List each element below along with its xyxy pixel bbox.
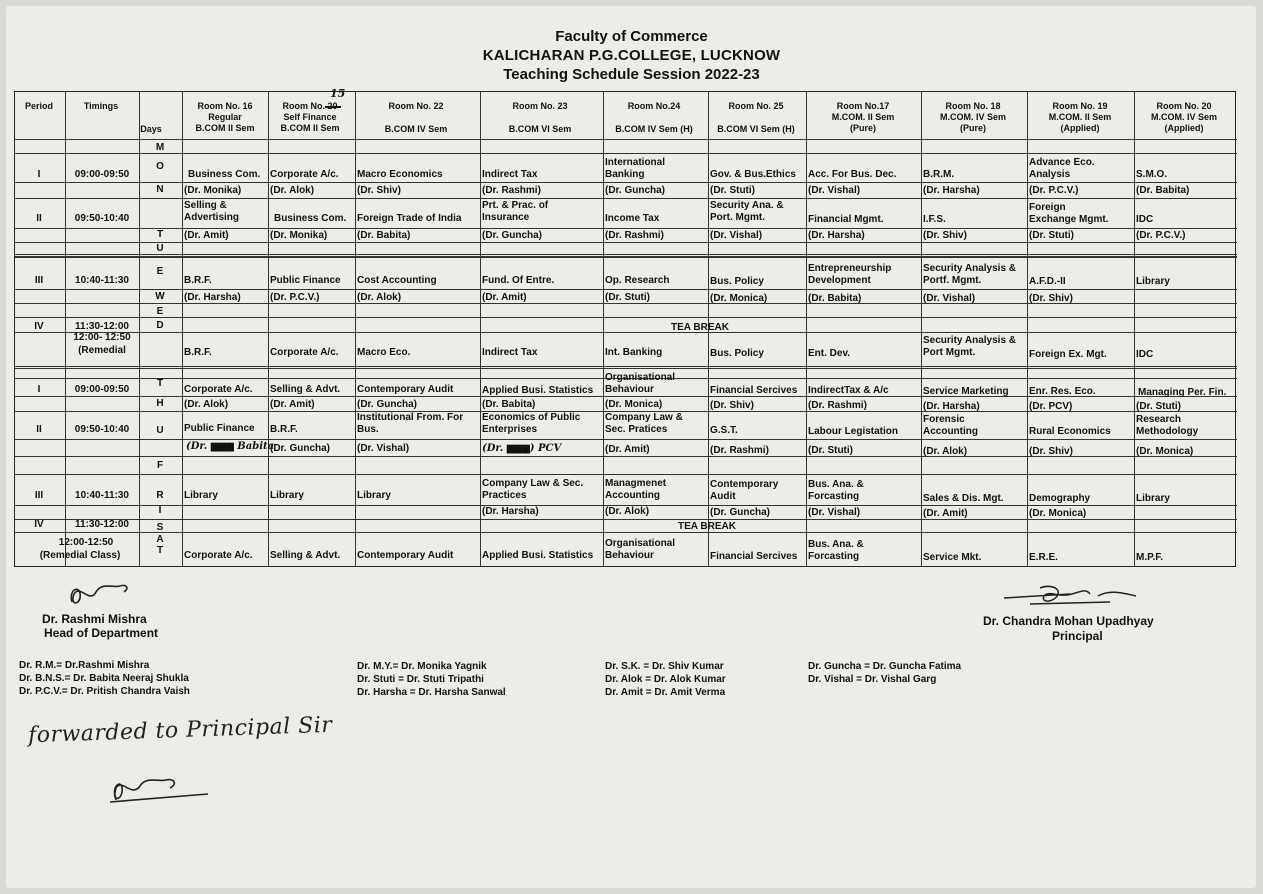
column-rule: [355, 92, 356, 566]
table-cell: (Dr. Monica): [1136, 446, 1194, 457]
table-cell: Organisational: [605, 538, 676, 549]
table-cell: (Dr. Amit): [605, 444, 650, 455]
row-rule: [15, 317, 1237, 318]
column-header: Room No. 20: [282, 101, 338, 111]
table-cell: Research: [1136, 414, 1182, 425]
table-cell: Insurance: [482, 212, 530, 223]
section-rule: [15, 254, 1237, 257]
table-cell: (Dr. Vishal): [808, 507, 861, 518]
table-cell: Int. Banking: [605, 347, 663, 358]
table-cell: 11:30-12:00: [75, 519, 129, 530]
table-cell: (Remedial Class): [39, 550, 121, 561]
table-cell: Selling &: [184, 200, 227, 211]
principal-name: Dr. Chandra Mohan Upadhyay: [983, 614, 1154, 628]
column-rule: [480, 92, 481, 566]
table-cell: Accounting: [605, 490, 660, 501]
table-cell: (Dr. Harsha): [808, 230, 865, 241]
abbreviation-item: Dr. Harsha = Dr. Harsha Sanwal: [357, 687, 506, 698]
column-header: B.COM IV Sem (H): [615, 124, 693, 134]
table-cell: R: [156, 490, 164, 501]
handwritten-note: forwarded to Principal Sir: [27, 712, 333, 749]
table-cell: Financial Sercives: [710, 385, 798, 396]
table-cell: Methodology: [1136, 426, 1199, 437]
table-cell: F: [156, 460, 164, 471]
table-cell: E: [156, 306, 164, 317]
table-cell: Forcasting: [808, 551, 860, 562]
table-cell: Company Law & Sec.: [482, 478, 584, 489]
forward-signature: [100, 766, 220, 816]
table-cell: Indirect Tax: [482, 169, 538, 180]
table-cell: (Dr. Guncha): [710, 507, 771, 518]
session-heading: Teaching Schedule Session 2022-23: [503, 66, 760, 83]
column-header: (Pure): [849, 123, 877, 133]
table-cell: Foreign: [1029, 202, 1066, 213]
column-header: B.COM II Sem: [195, 123, 255, 133]
table-cell: 09:00-09:50: [74, 384, 130, 395]
table-cell: (Dr. P.C.V.): [1136, 230, 1186, 241]
column-header: M.COM. IV Sem: [939, 112, 1007, 122]
faculty-heading: Faculty of Commerce: [555, 28, 708, 45]
column-header: B.COM IV Sem: [384, 124, 448, 134]
table-cell: 11:30-12:00: [75, 321, 129, 332]
table-cell: Portf. Mgmt.: [923, 275, 982, 286]
table-cell: IDC: [1136, 349, 1154, 360]
table-cell: (Dr. Shiv): [1029, 446, 1073, 457]
column-header: Room No.24: [627, 101, 681, 111]
table-cell: Analysis: [1029, 169, 1071, 180]
table-cell: Public Finance: [270, 275, 341, 286]
table-cell: (Dr. Amit): [923, 508, 968, 519]
table-cell: (Dr. Shiv): [357, 185, 401, 196]
table-cell: Behaviour: [605, 550, 654, 561]
handwritten-cell: (Dr. ▆▆▆) PCV: [482, 443, 562, 454]
table-cell: Income Tax: [605, 213, 660, 224]
table-cell: (Dr. Rashmi): [710, 445, 769, 456]
abbreviation-item: Dr. Guncha = Dr. Guncha Fatima: [808, 661, 962, 672]
table-cell: Behaviour: [605, 384, 654, 395]
row-rule: [15, 242, 1237, 243]
table-cell: Prt. & Prac. of: [482, 200, 549, 211]
table-cell: (Dr. Shiv): [1029, 293, 1073, 304]
table-cell: Bus. Ana. &: [808, 539, 864, 550]
table-cell: Banking: [605, 169, 645, 180]
column-rule: [806, 92, 807, 566]
table-cell: Gov. & Bus.Ethics: [710, 169, 796, 180]
table-cell: (Dr. PCV): [1029, 401, 1073, 412]
abbreviation-item: Dr. Amit = Dr. Amit Verma: [605, 687, 726, 698]
table-cell: II: [36, 424, 42, 435]
table-cell: W: [155, 291, 165, 302]
table-cell: (Dr. Monika): [270, 230, 328, 241]
table-cell: (Remedial: [78, 345, 126, 356]
table-cell: (Dr. Amit): [270, 399, 315, 410]
table-cell: (Dr. Alok): [357, 292, 402, 303]
table-cell: T: [156, 229, 164, 240]
table-cell: (Dr. Babita): [357, 230, 411, 241]
table-cell: Applied Busi. Statistics: [482, 385, 594, 396]
table-cell: Entrepreneurship: [808, 263, 892, 274]
table-cell: Business Com.: [274, 213, 347, 224]
room-strike: [325, 106, 341, 108]
column-header: M.COM. IV Sem: [1150, 112, 1218, 122]
table-cell: O: [156, 161, 164, 172]
table-cell: A: [156, 534, 164, 545]
table-cell: B.R.F.: [270, 424, 298, 435]
handwritten-cell: (Dr. ▆▆▆ Babita: [186, 441, 275, 452]
table-cell: D: [156, 320, 164, 331]
table-cell: (Dr. Amit): [482, 292, 527, 303]
table-cell: Library: [270, 490, 304, 501]
table-cell: Exchange Mgmt.: [1029, 214, 1109, 225]
table-cell: Bus. Ana. &: [808, 479, 864, 490]
row-rule: [15, 519, 1237, 520]
table-cell: TEA BREAK: [671, 322, 729, 333]
table-cell: Managmenet: [605, 478, 667, 489]
table-cell: Contemporary Audit: [357, 550, 454, 561]
table-cell: Foreign Ex. Mgt.: [1029, 349, 1107, 360]
table-cell: A.F.D.-II: [1029, 276, 1066, 287]
table-cell: Public Finance: [184, 423, 255, 434]
table-cell: B.R.M.: [923, 169, 955, 180]
table-cell: (Dr. Monica): [605, 399, 663, 410]
abbreviation-item: Dr. B.N.S.= Dr. Babita Neeraj Shukla: [19, 673, 189, 684]
column-header: Room No. 23: [512, 101, 568, 111]
table-cell: B.R.F.: [184, 347, 212, 358]
table-cell: (Dr. Guncha): [605, 185, 666, 196]
table-cell: I: [158, 505, 162, 516]
row-rule: [15, 332, 1237, 333]
table-cell: (Dr. Rashmi): [808, 400, 867, 411]
table-cell: B.R.F.: [184, 275, 212, 286]
table-cell: Library: [184, 490, 218, 501]
table-cell: (Dr. Monika): [184, 185, 242, 196]
column-rule: [268, 92, 269, 566]
table-cell: (Dr. Harsha): [184, 292, 241, 303]
column-header: Room No. 18: [945, 101, 1001, 111]
table-cell: Financial Mgmt.: [808, 214, 884, 225]
table-cell: I: [37, 169, 41, 180]
table-cell: Contemporary Audit: [357, 384, 454, 395]
table-cell: 10:40-11:30: [75, 490, 129, 501]
row-rule: [15, 532, 1237, 533]
row-rule: [15, 182, 1237, 183]
row-rule: [15, 153, 1237, 154]
table-cell: (Dr. Stuti): [710, 185, 755, 196]
table-cell: (Dr. Alok): [184, 399, 229, 410]
table-cell: Corporate A/c.: [270, 347, 339, 358]
table-cell: E.R.E.: [1029, 552, 1058, 563]
table-cell: Indirect Tax: [482, 347, 538, 358]
table-cell: Ent. Dev.: [808, 348, 851, 359]
column-rule: [603, 92, 604, 566]
column-header: Regular: [208, 112, 242, 122]
table-cell: (Dr. P.C.V.): [1029, 185, 1079, 196]
table-cell: International: [605, 157, 666, 168]
table-cell: 09:50-10:40: [74, 213, 130, 224]
table-cell: H: [156, 398, 164, 409]
column-header: (Applied): [1060, 123, 1100, 133]
table-cell: N: [156, 184, 164, 195]
table-cell: Security Analysis &: [923, 335, 1017, 346]
table-cell: Accounting: [923, 426, 978, 437]
column-header: Room No. 20: [1156, 101, 1212, 111]
abbreviation-item: Dr. R.M.= Dr.Rashmi Mishra: [19, 660, 150, 671]
abbreviation-item: Dr. Stuti = Dr. Stuti Tripathi: [357, 674, 484, 685]
column-header: Self Finance: [283, 112, 337, 122]
table-cell: (Dr. Harsha): [923, 401, 980, 412]
table-cell: Forensic: [923, 414, 965, 425]
abbreviation-item: Dr. Alok = Dr. Alok Kumar: [605, 674, 726, 685]
table-cell: Applied Busi. Statistics: [482, 550, 594, 561]
table-cell: Macro Economics: [357, 169, 443, 180]
table-cell: Company Law &: [605, 412, 683, 423]
row-rule: [15, 139, 1237, 140]
column-rule: [65, 92, 66, 566]
table-cell: Macro Eco.: [357, 347, 411, 358]
column-rule: [139, 92, 140, 566]
table-cell: (Dr. P.C.V.): [270, 292, 320, 303]
table-cell: (Dr. Babita): [482, 399, 536, 410]
abbreviation-item: Dr. Vishal = Dr. Vishal Garg: [808, 674, 937, 685]
column-header: (Applied): [1164, 123, 1204, 133]
table-cell: Bus.: [357, 424, 379, 435]
table-cell: M: [155, 142, 165, 153]
column-header: B.COM VI Sem (H): [717, 124, 795, 134]
column-header: Timings: [83, 101, 119, 111]
table-cell: Practices: [482, 490, 527, 501]
table-cell: Op. Research: [605, 275, 670, 286]
table-cell: (Dr. Harsha): [923, 185, 980, 196]
row-rule: [15, 198, 1237, 199]
table-cell: Library: [357, 490, 391, 501]
column-rule: [182, 92, 183, 566]
column-rule: [1134, 92, 1135, 566]
table-cell: (Dr. Amit): [184, 230, 229, 241]
room-correction: 15: [330, 87, 346, 100]
table-cell: I: [37, 384, 41, 395]
column-header: M.COM. II Sem: [1048, 112, 1112, 122]
table-cell: Development: [808, 275, 871, 286]
column-header: Period: [24, 101, 54, 111]
table-cell: Security Ana. &: [710, 200, 784, 211]
table-cell: Business Com.: [188, 169, 261, 180]
table-cell: (Dr. Vishal): [808, 185, 861, 196]
table-cell: Port. Mgmt.: [710, 212, 765, 223]
table-cell: Forcasting: [808, 491, 860, 502]
table-cell: M.P.F.: [1136, 552, 1164, 563]
table-cell: 09:50-10:40: [74, 424, 130, 435]
table-cell: (Dr. Alok): [270, 185, 315, 196]
table-cell: Advance Eco.: [1029, 157, 1095, 168]
table-cell: (Dr. Alok): [923, 446, 968, 457]
table-cell: I.F.S.: [923, 214, 946, 225]
college-heading: KALICHARAN P.G.COLLEGE, LUCKNOW: [482, 47, 781, 64]
table-cell: Library: [1136, 276, 1170, 287]
table-cell: (Dr. Guncha): [357, 399, 418, 410]
row-rule: [15, 439, 1237, 440]
table-cell: Library: [1136, 493, 1170, 504]
table-cell: (Dr. Alok): [605, 506, 650, 517]
table-cell: (Dr. Harsha): [482, 506, 539, 517]
table-cell: 09:00-09:50: [74, 169, 130, 180]
table-cell: (Dr. Babita): [808, 293, 862, 304]
column-rule: [1027, 92, 1028, 566]
table-cell: Demography: [1029, 493, 1091, 504]
table-cell: Cost Accounting: [357, 275, 437, 286]
table-cell: Institutional From. For: [357, 412, 464, 423]
section-rule: [15, 366, 1237, 369]
table-cell: (Dr. Shiv): [710, 400, 754, 411]
table-cell: (Dr. Shiv): [923, 230, 967, 241]
column-rule: [921, 92, 922, 566]
table-cell: 10:40-11:30: [75, 275, 129, 286]
table-cell: Audit: [710, 491, 736, 502]
hod-signature: [60, 574, 150, 614]
table-cell: Financial Sercives: [710, 551, 798, 562]
hod-name: Dr. Rashmi Mishra: [42, 612, 147, 626]
table-cell: Economics of Public: [482, 412, 581, 423]
row-rule: [15, 257, 1237, 258]
table-cell: IndirectTax & A/c: [808, 385, 889, 396]
abbreviation-item: Dr. P.C.V.= Dr. Pritish Chandra Vaish: [19, 686, 190, 697]
column-header: M.COM. II Sem: [831, 112, 895, 122]
table-cell: Bus. Policy: [710, 276, 764, 287]
table-cell: Rural Economics: [1029, 426, 1111, 437]
table-cell: S: [156, 522, 164, 533]
table-cell: (Dr. Babita): [1136, 185, 1190, 196]
table-cell: Contemporary: [710, 479, 779, 490]
table-cell: Service Marketing: [923, 386, 1009, 397]
table-cell: Acc. For Bus. Dec.: [808, 169, 897, 180]
column-header: B.COM II Sem: [280, 123, 340, 133]
table-cell: II: [36, 213, 42, 224]
table-cell: (Dr. Stuti): [1136, 401, 1181, 412]
table-cell: IV: [34, 519, 44, 530]
table-cell: Selling & Advt.: [270, 550, 341, 561]
table-cell: Advertising: [184, 212, 240, 223]
row-rule: [15, 474, 1237, 475]
table-cell: (Dr. Vishal): [357, 443, 410, 454]
table-cell: (Dr. Stuti): [808, 445, 853, 456]
table-cell: Sales & Dis. Mgt.: [923, 493, 1004, 504]
abbreviation-item: Dr. S.K. = Dr. Shiv Kumar: [605, 661, 724, 672]
table-cell: (Dr. Rashmi): [605, 230, 664, 241]
table-cell: Enr. Res. Eco.: [1029, 386, 1096, 397]
column-header: Room No. 25: [728, 101, 784, 111]
table-cell: IV: [34, 321, 44, 332]
table-cell: 12:00- 12:50: [73, 332, 131, 343]
table-cell: III: [34, 275, 44, 286]
principal-signature: [1000, 574, 1150, 614]
table-cell: Organisational: [605, 372, 676, 383]
table-cell: G.S.T.: [710, 425, 738, 436]
table-cell: III: [34, 490, 44, 501]
table-cell: U: [156, 243, 164, 254]
table-cell: (Dr. Vishal): [710, 230, 763, 241]
column-header: Room No. 22: [388, 101, 444, 111]
table-cell: Sec. Pratices: [605, 424, 668, 435]
table-cell: TEA BREAK: [678, 521, 736, 532]
principal-title: Principal: [1052, 629, 1103, 643]
table-cell: Corporate A/c.: [184, 550, 253, 561]
table-cell: T: [156, 545, 164, 556]
table-cell: (Dr. Stuti): [605, 292, 650, 303]
table-cell: Fund. Of Entre.: [482, 275, 555, 286]
abbreviation-item: Dr. M.Y.= Dr. Monika Yagnik: [357, 661, 487, 672]
table-cell: E: [156, 266, 164, 277]
table-cell: Corporate A/c.: [270, 169, 339, 180]
table-cell: 12:00-12:50: [58, 537, 114, 548]
table-cell: Port Mgmt.: [923, 347, 976, 358]
table-cell: Enterprises: [482, 424, 538, 435]
column-header: B.COM VI Sem: [508, 124, 572, 134]
column-header: (Pure): [959, 123, 987, 133]
table-cell: IDC: [1136, 214, 1154, 225]
column-header: Room No. 19: [1052, 101, 1108, 111]
table-cell: Service Mkt.: [923, 552, 982, 563]
table-cell: Foreign Trade of India: [357, 213, 462, 224]
table-cell: (Dr. Monica): [710, 293, 768, 304]
hod-title: Head of Department: [44, 626, 159, 640]
table-cell: Corporate A/c.: [184, 384, 253, 395]
column-header: Room No.17: [836, 101, 890, 111]
row-rule: [15, 289, 1237, 290]
table-cell: (Dr. Vishal): [923, 293, 976, 304]
table-cell: (Dr. Monica): [1029, 508, 1087, 519]
table-cell: Managing Per. Fin.: [1138, 387, 1227, 398]
table-cell: U: [156, 425, 164, 436]
table-cell: (Dr. Guncha): [270, 443, 331, 454]
table-cell: (Dr. Guncha): [482, 230, 543, 241]
table-cell: S.M.O.: [1136, 169, 1168, 180]
column-header: Room No. 16: [197, 101, 253, 111]
row-rule: [15, 228, 1237, 229]
table-cell: T: [156, 378, 164, 389]
table-cell: Security Analysis &: [923, 263, 1017, 274]
table-cell: Bus. Policy: [710, 348, 764, 359]
table-cell: (Dr. Rashmi): [482, 185, 541, 196]
table-cell: Selling & Advt.: [270, 384, 341, 395]
table-cell: Labour Legistation: [808, 426, 898, 437]
column-header: Days: [140, 124, 162, 134]
table-cell: (Dr. Stuti): [1029, 230, 1074, 241]
